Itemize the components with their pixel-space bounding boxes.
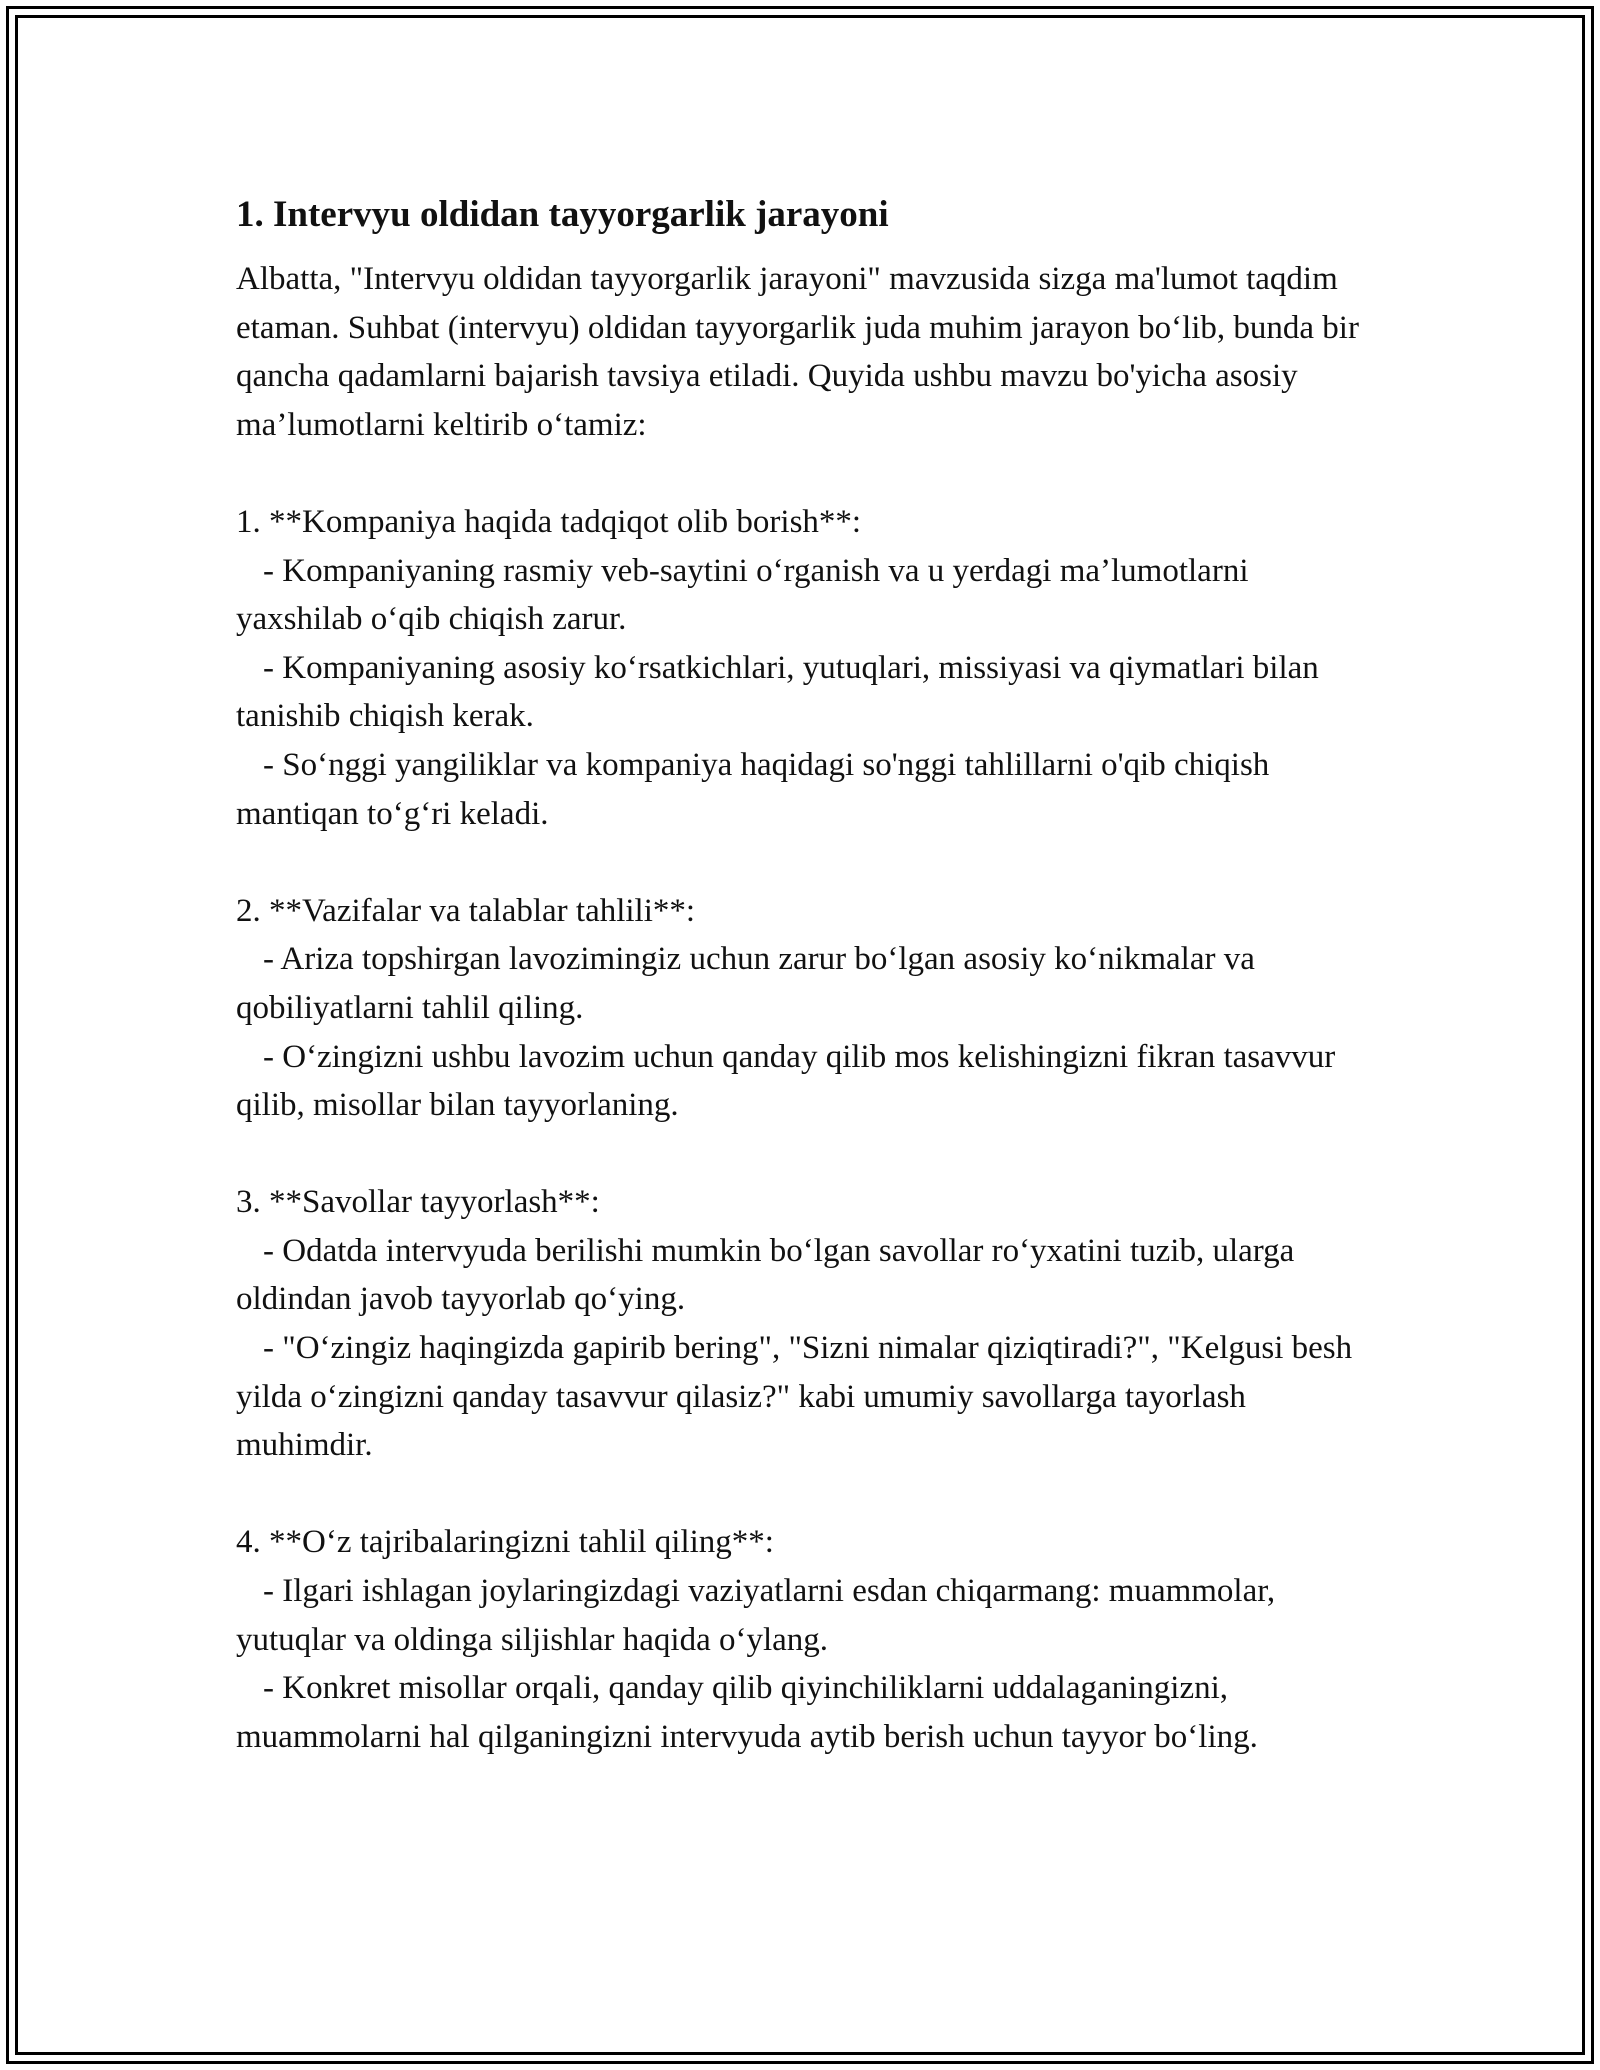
list-item: - Odatda intervyuda berilishi mumkin bo‘lgan savollar ro‘yxatini tuzib, ularga oldindan javob tayyorlab qo‘ying. <box>236 1232 1295 1318</box>
section-tasks-analysis <box>236 887 1376 1130</box>
intro-paragraph: Albatta, "Intervyu oldidan tayyorgarlik jarayoni" mavzusida sizga ma'lumot taqdim etaman. Suhbat (intervyu) oldidan tayyorgarlik juda muhim jarayon bo‘lib, bunda bir qancha qadamlarni bajarish tavsiya etiladi. Quyida ushbu mavzu bo'yicha asosiy ma’lumotlarni keltirib o‘tamiz: <box>236 261 1359 443</box>
list-item: - Ilgari ishlagan joylaringizdagi vaziyatlarni esdan chiqarmang: muammolar, yutuqlar va oldinga siljishlar haqida o‘ylang. <box>236 1573 1276 1658</box>
list-item: - Ariza topshirgan lavozimingiz uchun zarur bo‘lgan asosiy ko‘nikmalar va qobiliyatlarni tahlil qiling. <box>236 941 1255 1026</box>
section-heading: 4. **O‘z tajribalaringizni tahlil qiling**: <box>236 1524 774 1561</box>
section-experience-analysis <box>236 1518 1376 1761</box>
section-heading: 3. **Savollar tayyorlash**: <box>236 1184 600 1221</box>
document-title: 1. Intervyu oldidan tayyorgarlik jarayoni <box>236 194 889 235</box>
spacer <box>236 1470 1376 1519</box>
document-body <box>236 185 1376 1761</box>
list-item: - Konkret misollar orqali, qanday qilib qiyinchiliklarni uddalaganingizni, muammolarni hal qilganingizni intervyuda aytib berish uchun tayyor bo‘ling. <box>236 1670 1258 1755</box>
section-questions-prep <box>236 1178 1376 1470</box>
list-item: - Kompaniyaning asosiy ko‘rsatkichlari, yutuqlari, missiyasi va qiymatlari bilan tanishib chiqish kerak. <box>236 649 1319 735</box>
spacer <box>236 838 1376 887</box>
spacer <box>236 449 1376 498</box>
section-heading: 1. **Kompaniya haqida tadqiqot olib borish**: <box>236 503 862 540</box>
list-item: - So‘nggi yangiliklar va kompaniya haqidagi so'nggi tahlillarni o'qib chiqish mantiqan to‘g‘ri keladi. <box>236 746 1270 832</box>
section-heading: 2. **Vazifalar va talablar tahlili**: <box>236 892 696 929</box>
section-company-research <box>236 498 1376 838</box>
list-item: - O‘zingizni ushbu lavozim uchun qanday qilib mos kelishingizni fikran tasavvur qilib, misollar bilan tayyorlaning. <box>236 1038 1336 1124</box>
list-item: - Kompaniyaning rasmiy veb-saytini o‘rganish va u yerdagi ma’lumotlarni yaxshilab o‘qib chiqish zarur. <box>236 552 1249 638</box>
spacer <box>236 1130 1376 1179</box>
list-item: - "O‘zingiz haqingizda gapirib bering", "Sizni nimalar qiziqtiradi?", "Kelgusi besh yilda o‘zingizni qanday tasavvur qilasiz?" kabi umumiy savollarga tayorlash muhimdir. <box>236 1330 1353 1464</box>
